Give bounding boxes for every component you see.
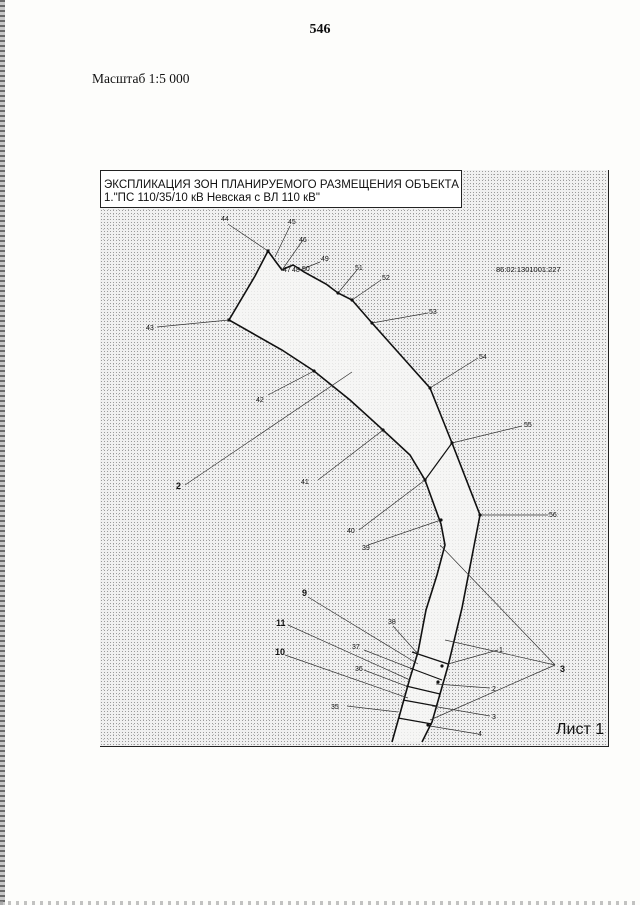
point-label-3: 3 — [492, 714, 496, 721]
page-number: 546 — [309, 22, 331, 37]
legend-object: 1."ПС 110/35/10 кВ Невская с ВЛ 110 кВ" — [104, 192, 320, 204]
point-label-41: 41 — [301, 479, 309, 486]
point-label-51: 51 — [355, 265, 363, 272]
point-label-50: 50 — [302, 266, 310, 273]
point-label-40: 40 — [347, 528, 355, 535]
point-label-49: 49 — [321, 256, 329, 263]
point-label-38: 38 — [388, 619, 396, 626]
point-label-4: 4 — [478, 731, 482, 738]
zone-label-9: 9 — [302, 588, 308, 598]
point-label-35: 35 — [331, 704, 339, 711]
point-label-2: 2 — [492, 686, 496, 693]
point-label-1: 1 — [499, 647, 503, 654]
point-label-36: 36 — [355, 666, 363, 673]
point-label-54: 54 — [479, 354, 487, 361]
point-label-55: 55 — [524, 422, 532, 429]
zone-label-11: 11 — [276, 618, 286, 628]
point-label-42: 42 — [256, 397, 264, 404]
scale-label: Масштаб 1:5 000 — [92, 71, 190, 86]
point-label-47: 47 — [283, 267, 291, 274]
point-label-44: 44 — [221, 216, 229, 223]
point-label-53: 53 — [429, 309, 437, 316]
legend-title: ЭКСПЛИКАЦИЯ ЗОН ПЛАНИРУЕМОГО РАЗМЕЩЕНИЯ ОБЪЕКТА — [104, 179, 459, 191]
parcel-number: 86:02:1301001:227 — [496, 265, 561, 274]
point-label-56: 56 — [549, 512, 557, 519]
leader-lines — [157, 224, 555, 734]
sheet-label: Лист 1 — [556, 721, 605, 738]
explication-legend — [100, 170, 462, 208]
point-label-52: 52 — [382, 275, 390, 282]
point-label-48: 48 — [292, 267, 300, 274]
point-label-43: 43 — [146, 325, 154, 332]
zone-label-2: 2 — [176, 481, 182, 491]
point-label-39: 39 — [362, 545, 370, 552]
zone-label-3: 3 — [560, 664, 566, 674]
point-label-45: 45 — [288, 219, 296, 226]
point-label-37: 37 — [352, 644, 360, 651]
zone-label-10: 10 — [275, 647, 286, 657]
point-label-46: 46 — [299, 237, 307, 244]
